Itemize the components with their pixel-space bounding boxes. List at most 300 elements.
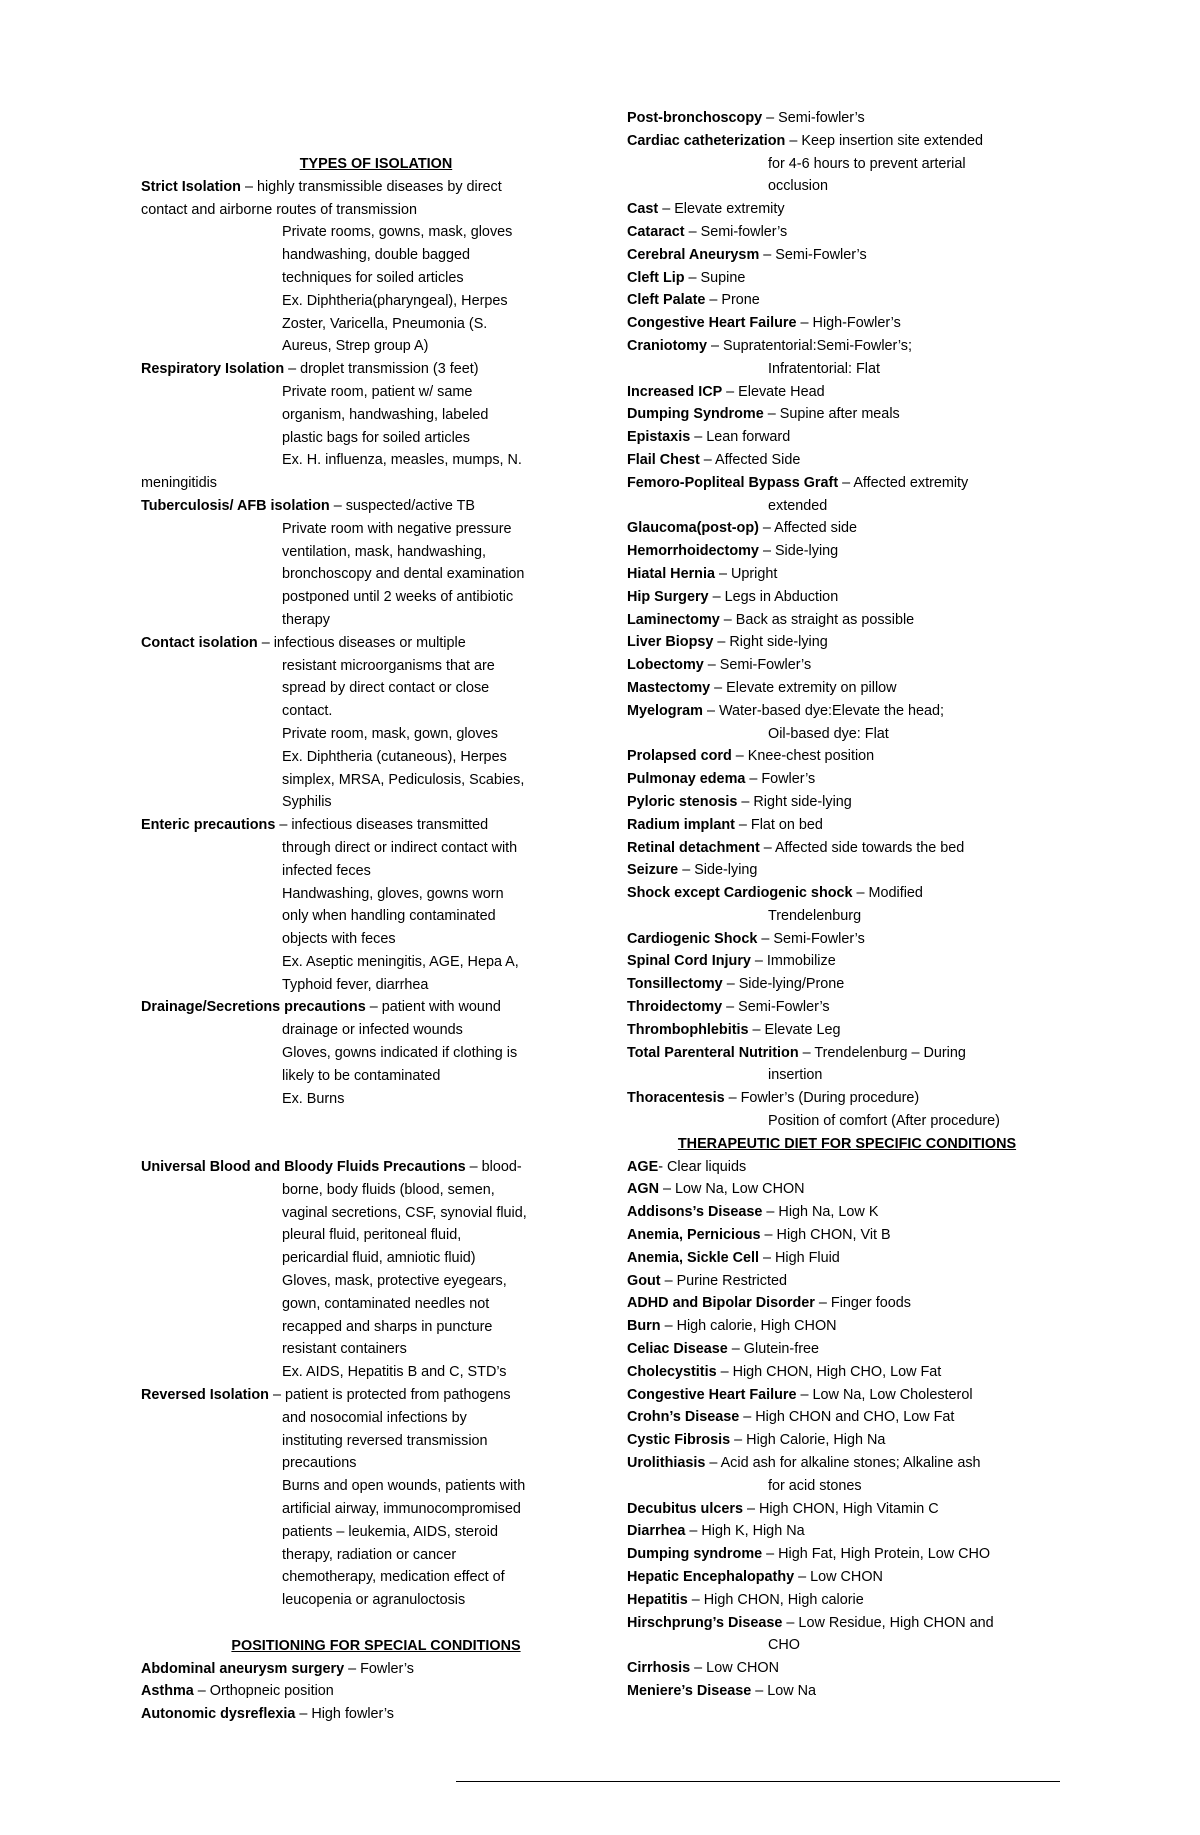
entry-continuation: vaginal secretions, CSF, synovial fluid, bbox=[282, 1204, 527, 1221]
entry-first-line bbox=[627, 1087, 1067, 1110]
entry-first-line bbox=[627, 381, 1067, 404]
entry-continuation: plastic bags for soiled articles bbox=[282, 429, 470, 446]
entry-text: – Fowler’s bbox=[344, 1660, 414, 1677]
entry-term: Cardiogenic Shock bbox=[627, 930, 758, 947]
entry-term: Cast bbox=[627, 201, 659, 218]
entry-continuation: leucopenia or agranuloctosis bbox=[282, 1592, 466, 1609]
entry-first-line bbox=[627, 1019, 1067, 1042]
entry-first-line bbox=[627, 1042, 1067, 1065]
positioning-entry bbox=[627, 1087, 1067, 1133]
entry-continuation: Aureus, Strep group A) bbox=[282, 338, 429, 355]
entry-first-line bbox=[627, 631, 1067, 654]
entry-term: Dumping syndrome bbox=[627, 1546, 763, 1563]
entry-first-line bbox=[627, 403, 1067, 426]
entry-text: – Knee-chest position bbox=[731, 748, 875, 765]
entry-first-line bbox=[141, 1156, 611, 1179]
diet-entry bbox=[627, 1429, 1067, 1452]
entry-term: Myelogram bbox=[627, 702, 703, 719]
entry-term: Throidectomy bbox=[627, 999, 723, 1016]
entry-term: AGN bbox=[627, 1181, 659, 1198]
entry-first-line bbox=[141, 996, 611, 1019]
entry-continuation: therapy, radiation or cancer bbox=[282, 1546, 457, 1563]
entry-text: – Affected Side bbox=[699, 451, 801, 468]
entry-text: – Right side-lying bbox=[737, 793, 852, 810]
entry-text: – Fowler’s bbox=[745, 771, 816, 788]
entry-term: Respiratory Isolation bbox=[141, 361, 285, 378]
entry-first-line bbox=[627, 1270, 1067, 1293]
entry-term: Prolapsed cord bbox=[627, 748, 732, 765]
diet-entry bbox=[627, 1612, 1067, 1658]
entry-term: Reversed Isolation bbox=[141, 1387, 269, 1404]
entry-first-line bbox=[627, 130, 1067, 153]
entry-continuation: spread by direct contact or close bbox=[282, 680, 490, 697]
entry-first-line bbox=[627, 700, 1067, 723]
entry-text: – Legs in Abduction bbox=[708, 588, 839, 605]
entry-continuation: chemotherapy, medication effect of bbox=[282, 1569, 505, 1586]
positioning-entry bbox=[627, 221, 1067, 244]
footer-rule bbox=[456, 1781, 1060, 1782]
diet-entry bbox=[627, 1156, 1067, 1179]
entry-first-line bbox=[627, 312, 1067, 335]
positioning-entry bbox=[627, 882, 1067, 928]
positioning-entry bbox=[627, 267, 1067, 290]
entry-text: – Keep insertion site extended bbox=[785, 132, 983, 149]
positioning-entry bbox=[627, 859, 1067, 882]
entry-first-line bbox=[627, 1589, 1067, 1612]
positioning-list-right bbox=[627, 107, 1067, 1133]
entry-continuation: Ex. Diphtheria (cutaneous), Herpes bbox=[282, 748, 507, 765]
entry-first-line bbox=[627, 1292, 1067, 1315]
entry-text: – Purine Restricted bbox=[660, 1272, 787, 1289]
entry-continuation: Ex. Diphtheria(pharyngeal), Herpes bbox=[282, 292, 508, 309]
positioning-entry bbox=[627, 586, 1067, 609]
entry-continuation: meningitidis bbox=[141, 475, 217, 492]
entry-continuation: Burns and open wounds, patients with bbox=[282, 1478, 526, 1495]
entry-continuation: for acid stones bbox=[768, 1477, 862, 1494]
entry-text: – Modified bbox=[852, 885, 923, 902]
entry-first-line bbox=[627, 1520, 1067, 1543]
entry-first-line bbox=[627, 1178, 1067, 1201]
entry-term: Anemia, Pernicious bbox=[627, 1227, 761, 1244]
entry-term: Lobectomy bbox=[627, 657, 704, 674]
entry-first-line bbox=[627, 609, 1067, 632]
entry-first-line bbox=[627, 1566, 1067, 1589]
entry-term: Hiatal Hernia bbox=[627, 565, 715, 582]
entry-term: Hirschprung’s Disease bbox=[627, 1614, 783, 1631]
entry-term: Autonomic dysreflexia bbox=[141, 1706, 296, 1723]
entry-text: – Low Na, Low Cholesterol bbox=[796, 1386, 973, 1403]
entry-term: Enteric precautions bbox=[141, 817, 276, 834]
entry-term: Crohn’s Disease bbox=[627, 1409, 740, 1426]
entry-continuation: contact. bbox=[282, 703, 333, 720]
entry-text: – Low Na bbox=[751, 1682, 817, 1699]
positioning-entry bbox=[627, 609, 1067, 632]
entry-continuation: patients – leukemia, AIDS, steroid bbox=[282, 1523, 498, 1540]
entry-text: – Affected side towards the bed bbox=[759, 839, 965, 856]
entry-text: – Orthopneic position bbox=[193, 1683, 334, 1700]
entry-text: – High Fat, High Protein, Low CHO bbox=[762, 1546, 991, 1563]
entry-continuation: Ex. Burns bbox=[282, 1090, 345, 1107]
positioning-entry bbox=[141, 1680, 611, 1703]
positioning-entry bbox=[627, 837, 1067, 860]
entry-text: – Finger foods bbox=[814, 1295, 911, 1312]
entry-term: Tuberculosis/ AFB isolation bbox=[141, 497, 330, 514]
entry-first-line bbox=[627, 1680, 1067, 1703]
entry-first-line bbox=[627, 335, 1067, 358]
entry-continuation: artificial airway, immunocompromised bbox=[282, 1501, 521, 1518]
entry-term: Mastectomy bbox=[627, 679, 711, 696]
diet-entry bbox=[627, 1361, 1067, 1384]
entry-text: – Low Na, Low CHON bbox=[658, 1181, 805, 1198]
entry-continuation: borne, body fluids (blood, semen, bbox=[282, 1181, 495, 1198]
entry-term: Dumping Syndrome bbox=[627, 406, 764, 423]
entry-continuation: and nosocomial infections by bbox=[282, 1409, 467, 1426]
entry-text: – Low CHON bbox=[690, 1660, 779, 1677]
entry-first-line bbox=[627, 791, 1067, 814]
entry-text: – infectious diseases or multiple bbox=[257, 634, 466, 651]
isolation-entry bbox=[141, 632, 611, 814]
entry-first-line bbox=[627, 1201, 1067, 1224]
entry-text: – High CHON, Vit B bbox=[760, 1227, 891, 1244]
entry-term: Universal Blood and Bloody Fluids Precautions bbox=[141, 1159, 466, 1176]
entry-continuation: gown, contaminated needles not bbox=[282, 1295, 490, 1312]
entry-first-line bbox=[627, 198, 1067, 221]
entry-first-line bbox=[627, 859, 1067, 882]
entry-term: Cystic Fibrosis bbox=[627, 1432, 731, 1449]
entry-first-line bbox=[627, 586, 1067, 609]
positioning-entry bbox=[627, 198, 1067, 221]
entry-text: – Prone bbox=[705, 292, 760, 309]
entry-term: AGE bbox=[627, 1158, 659, 1175]
positioning-entry bbox=[627, 563, 1067, 586]
entry-text: – Supine after meals bbox=[763, 406, 900, 423]
entry-text: – Upright bbox=[714, 565, 778, 582]
entry-term: Cholecystitis bbox=[627, 1363, 717, 1380]
positioning-entry bbox=[627, 814, 1067, 837]
entry-term: Retinal detachment bbox=[627, 839, 760, 856]
entry-continuation: CHO bbox=[768, 1637, 800, 1654]
entry-text: – Back as straight as possible bbox=[719, 611, 915, 628]
entry-text: – Lean forward bbox=[690, 429, 791, 446]
entry-term: Cataract bbox=[627, 223, 685, 240]
right-column bbox=[627, 107, 1067, 1703]
entry-text: – Immobilize bbox=[750, 953, 836, 970]
entry-text: – Semi-fowler’s bbox=[684, 223, 788, 240]
entry-continuation: organism, handwashing, labeled bbox=[282, 406, 489, 423]
entry-first-line bbox=[627, 1429, 1067, 1452]
entry-first-line bbox=[627, 1315, 1067, 1338]
positioning-entry bbox=[141, 1703, 611, 1726]
entry-continuation: contact and airborne routes of transmission bbox=[141, 201, 417, 218]
entry-term: Femoro-Popliteal Bypass Graft bbox=[627, 474, 839, 491]
entry-term: ADHD and Bipolar Disorder bbox=[627, 1295, 815, 1312]
entry-text: – High Fluid bbox=[758, 1249, 840, 1266]
entry-first-line bbox=[627, 1612, 1067, 1635]
entry-first-line bbox=[627, 677, 1067, 700]
entry-text: – Elevate Head bbox=[722, 383, 825, 400]
entry-term: Glaucoma(post-op) bbox=[627, 520, 759, 537]
entry-text: – Affected extremity bbox=[838, 474, 969, 491]
entry-term: Hepatitis bbox=[627, 1591, 688, 1608]
entry-first-line bbox=[627, 1406, 1067, 1429]
entry-first-line bbox=[627, 244, 1067, 267]
positioning-entry bbox=[627, 130, 1067, 198]
entry-first-line bbox=[627, 221, 1067, 244]
entry-term: Tonsillectomy bbox=[627, 976, 723, 993]
entry-first-line bbox=[627, 1498, 1067, 1521]
entry-term: Hepatic Encephalopathy bbox=[627, 1569, 795, 1585]
entry-term: Contact isolation bbox=[141, 634, 258, 651]
entry-term: Drainage/Secretions precautions bbox=[141, 999, 366, 1016]
entry-text: – Trendelenburg – During bbox=[798, 1044, 966, 1061]
entry-text: - Clear liquids bbox=[658, 1158, 747, 1175]
entry-continuation: likely to be contaminated bbox=[282, 1067, 441, 1084]
entry-term: Cleft Palate bbox=[627, 292, 706, 309]
entry-first-line bbox=[141, 632, 611, 655]
entry-term: Spinal Cord Injury bbox=[627, 953, 751, 970]
entry-continuation: only when handling contaminated bbox=[282, 908, 496, 925]
isolation-heading: TYPES OF ISOLATION bbox=[299, 156, 453, 172]
entry-text: – Side-lying bbox=[678, 862, 758, 879]
entry-continuation: Ex. H. influenza, measles, mumps, N. bbox=[282, 452, 522, 469]
entry-text: – Water-based dye:Elevate the head; bbox=[702, 702, 945, 719]
positioning-heading: POSITIONING FOR SPECIAL CONDITIONS bbox=[231, 1637, 521, 1654]
entry-continuation: pleural fluid, peritoneal fluid, bbox=[282, 1227, 462, 1244]
positioning-entry bbox=[627, 426, 1067, 449]
positioning-entry bbox=[627, 517, 1067, 540]
entry-first-line bbox=[141, 814, 611, 837]
entry-first-line bbox=[627, 472, 1067, 495]
diet-entry bbox=[627, 1292, 1067, 1315]
entry-continuation: resistant microorganisms that are bbox=[282, 657, 495, 674]
diet-entry bbox=[627, 1680, 1067, 1703]
entry-text: – High CHON, High Vitamin C bbox=[742, 1500, 939, 1517]
positioning-entry bbox=[627, 677, 1067, 700]
entry-first-line bbox=[627, 517, 1067, 540]
entry-text: – Fowler’s (During procedure) bbox=[724, 1090, 920, 1107]
entry-term: Addisons’s Disease bbox=[627, 1204, 763, 1221]
isolation-entry bbox=[141, 996, 611, 1110]
entry-first-line bbox=[627, 449, 1067, 472]
entry-term: Strict Isolation bbox=[141, 178, 241, 195]
entry-continuation: pericardial fluid, amniotic fluid) bbox=[282, 1250, 476, 1267]
entry-continuation: bronchoscopy and dental examination bbox=[282, 566, 525, 583]
entry-text: – Side-lying/Prone bbox=[722, 976, 845, 993]
entry-term: Pulmonay edema bbox=[627, 771, 746, 788]
positioning-entry bbox=[627, 928, 1067, 951]
positioning-entry bbox=[627, 289, 1067, 312]
entry-continuation: drainage or infected wounds bbox=[282, 1022, 463, 1039]
entry-first-line bbox=[627, 996, 1067, 1019]
positioning-entry bbox=[627, 654, 1067, 677]
positioning-entry bbox=[627, 403, 1067, 426]
diet-entry bbox=[627, 1338, 1067, 1361]
diet-entry bbox=[627, 1247, 1067, 1270]
diet-entry bbox=[627, 1566, 1067, 1589]
entry-text: – Elevate extremity on pillow bbox=[710, 679, 897, 696]
isolation-entry bbox=[141, 495, 611, 632]
diet-entry bbox=[627, 1520, 1067, 1543]
entry-text: – Supratentorial:Semi-Fowler’s; bbox=[706, 337, 912, 354]
entry-term: Hip Surgery bbox=[627, 588, 709, 605]
positioning-entry bbox=[627, 950, 1067, 973]
reversed-isolation-entry bbox=[141, 1384, 611, 1612]
positioning-entry bbox=[627, 791, 1067, 814]
entry-text: – patient is protected from pathogens bbox=[268, 1387, 511, 1404]
diet-entry bbox=[627, 1498, 1067, 1521]
entry-term: Laminectomy bbox=[627, 611, 720, 628]
entry-continuation: Ex. AIDS, Hepatitis B and C, STD’s bbox=[282, 1364, 507, 1381]
entry-continuation: Position of comfort (After procedure) bbox=[768, 1113, 1000, 1130]
entry-term: Flail Chest bbox=[627, 451, 700, 468]
entry-continuation: Handwashing, gloves, gowns worn bbox=[282, 885, 504, 902]
entry-first-line bbox=[627, 882, 1067, 905]
spacer bbox=[141, 1110, 611, 1156]
entry-text: – Elevate extremity bbox=[658, 201, 785, 218]
entry-continuation: for 4-6 hours to prevent arterial bbox=[768, 155, 966, 172]
entry-term: Seizure bbox=[627, 862, 679, 879]
diet-entry bbox=[627, 1589, 1067, 1612]
entry-first-line bbox=[141, 1658, 611, 1681]
entry-first-line bbox=[627, 1543, 1067, 1566]
positioning-entry bbox=[627, 449, 1067, 472]
entry-first-line bbox=[627, 768, 1067, 791]
diet-entry bbox=[627, 1384, 1067, 1407]
entry-continuation: Typhoid fever, diarrhea bbox=[282, 976, 429, 993]
entry-text: – Supine bbox=[684, 269, 746, 286]
diet-entry bbox=[627, 1270, 1067, 1293]
entry-term: Congestive Heart Failure bbox=[627, 315, 797, 332]
entry-continuation: Trendelenburg bbox=[768, 907, 862, 924]
entry-term: Diarrhea bbox=[627, 1523, 686, 1540]
list-item bbox=[141, 1156, 611, 1384]
entry-first-line bbox=[627, 107, 1067, 130]
entry-text: – Semi-Fowler’s bbox=[759, 246, 867, 263]
entry-first-line bbox=[627, 1224, 1067, 1247]
diet-entry bbox=[627, 1452, 1067, 1498]
entry-first-line bbox=[627, 1361, 1067, 1384]
entry-term: Hemorrhoidectomy bbox=[627, 543, 759, 560]
entry-first-line bbox=[141, 1384, 611, 1407]
positioning-entry bbox=[627, 1042, 1067, 1088]
positioning-entry bbox=[627, 631, 1067, 654]
entry-text: – Semi-fowler’s bbox=[762, 110, 865, 126]
entry-first-line bbox=[627, 1156, 1067, 1179]
entry-continuation: occlusion bbox=[768, 178, 828, 195]
positioning-entry bbox=[627, 107, 1067, 130]
left-column bbox=[141, 153, 611, 1726]
positioning-entry bbox=[141, 1658, 611, 1681]
entry-continuation: Private room, patient w/ same bbox=[282, 383, 473, 400]
entry-continuation: insertion bbox=[768, 1067, 823, 1084]
positioning-entry bbox=[627, 1019, 1067, 1042]
entry-first-line bbox=[627, 1384, 1067, 1407]
entry-continuation: handwashing, double bagged bbox=[282, 247, 471, 264]
entry-text: – infectious diseases transmitted bbox=[275, 817, 489, 834]
entry-term: Celiac Disease bbox=[627, 1341, 728, 1358]
positioning-entry bbox=[627, 768, 1067, 791]
entry-text: – Affected side bbox=[758, 520, 858, 537]
entry-continuation: postponed until 2 weeks of antibiotic bbox=[282, 589, 514, 606]
entry-text: – Flat on bed bbox=[734, 816, 823, 833]
entry-text: – Semi-Fowler’s bbox=[703, 657, 812, 674]
entry-continuation: Gloves, mask, protective eyegears, bbox=[282, 1273, 507, 1290]
entry-continuation: extended bbox=[768, 497, 828, 514]
diet-entry bbox=[627, 1406, 1067, 1429]
entry-text: – High fowler’s bbox=[295, 1706, 394, 1723]
entry-term: Urolithiasis bbox=[627, 1455, 706, 1472]
entry-continuation: Private room with negative pressure bbox=[282, 520, 512, 537]
entry-term: Post-bronchoscopy bbox=[627, 110, 763, 126]
entry-continuation: Gloves, gowns indicated if clothing is bbox=[282, 1045, 518, 1062]
entry-text: – High calorie, High CHON bbox=[660, 1318, 837, 1335]
entry-continuation: objects with feces bbox=[282, 931, 396, 948]
entry-term: Decubitus ulcers bbox=[627, 1500, 743, 1517]
entry-text: – High CHON, High calorie bbox=[687, 1591, 864, 1608]
list-item bbox=[141, 1384, 611, 1612]
positioning-entry bbox=[627, 312, 1067, 335]
entry-first-line bbox=[627, 426, 1067, 449]
entry-text: – High K, High Na bbox=[685, 1523, 805, 1540]
entry-text: – droplet transmission (3 feet) bbox=[284, 361, 479, 378]
entry-first-line bbox=[627, 540, 1067, 563]
entry-term: Cardiac catheterization bbox=[627, 132, 786, 149]
entry-first-line bbox=[627, 289, 1067, 312]
entry-continuation: simplex, MRSA, Pediculosis, Scabies, bbox=[282, 771, 525, 788]
positioning-entry bbox=[627, 973, 1067, 996]
entry-term: Craniotomy bbox=[627, 337, 707, 354]
entry-continuation: recapped and sharps in puncture bbox=[282, 1318, 493, 1335]
entry-first-line bbox=[627, 928, 1067, 951]
entry-first-line bbox=[627, 973, 1067, 996]
entry-first-line bbox=[141, 495, 611, 518]
entry-first-line bbox=[627, 745, 1067, 768]
entry-term: Thoracentesis bbox=[627, 1090, 725, 1107]
entry-term: Abdominal aneurysm surgery bbox=[141, 1660, 345, 1677]
entry-continuation: resistant containers bbox=[282, 1341, 407, 1358]
entry-text: – High CHON and CHO, Low Fat bbox=[739, 1409, 955, 1426]
isolation-entry bbox=[141, 358, 611, 495]
entry-first-line bbox=[627, 654, 1067, 677]
entry-continuation: Zoster, Varicella, Pneumonia (S. bbox=[282, 315, 488, 332]
entry-first-line bbox=[141, 1703, 611, 1726]
entry-first-line bbox=[141, 176, 611, 199]
entry-first-line bbox=[627, 1452, 1067, 1475]
entry-term: Epistaxis bbox=[627, 429, 691, 446]
entry-first-line bbox=[627, 1247, 1067, 1270]
entry-continuation: Private room, mask, gown, gloves bbox=[282, 725, 498, 742]
entry-continuation: Oil-based dye: Flat bbox=[768, 725, 889, 742]
diet-list bbox=[627, 1156, 1067, 1703]
spacer bbox=[141, 1612, 611, 1635]
entry-text: – Semi-Fowler’s bbox=[722, 999, 830, 1016]
entry-continuation: techniques for soiled articles bbox=[282, 269, 464, 286]
entry-continuation: Syphilis bbox=[282, 794, 332, 811]
entry-term: Radium implant bbox=[627, 816, 735, 833]
entry-term: Anemia, Sickle Cell bbox=[627, 1249, 759, 1266]
isolation-entry bbox=[141, 814, 611, 996]
isolation-entry bbox=[141, 176, 611, 358]
entry-continuation: Infratentorial: Flat bbox=[768, 360, 880, 377]
entry-continuation: Ex. Aseptic meningitis, AGE, Hepa A, bbox=[282, 953, 519, 970]
entry-term: Liver Biopsy bbox=[627, 634, 714, 651]
entry-first-line bbox=[627, 1338, 1067, 1361]
diet-entry bbox=[627, 1315, 1067, 1338]
entry-continuation: ventilation, mask, handwashing, bbox=[282, 543, 486, 560]
entry-first-line bbox=[627, 814, 1067, 837]
diet-entry bbox=[627, 1178, 1067, 1201]
entry-first-line bbox=[627, 267, 1067, 290]
